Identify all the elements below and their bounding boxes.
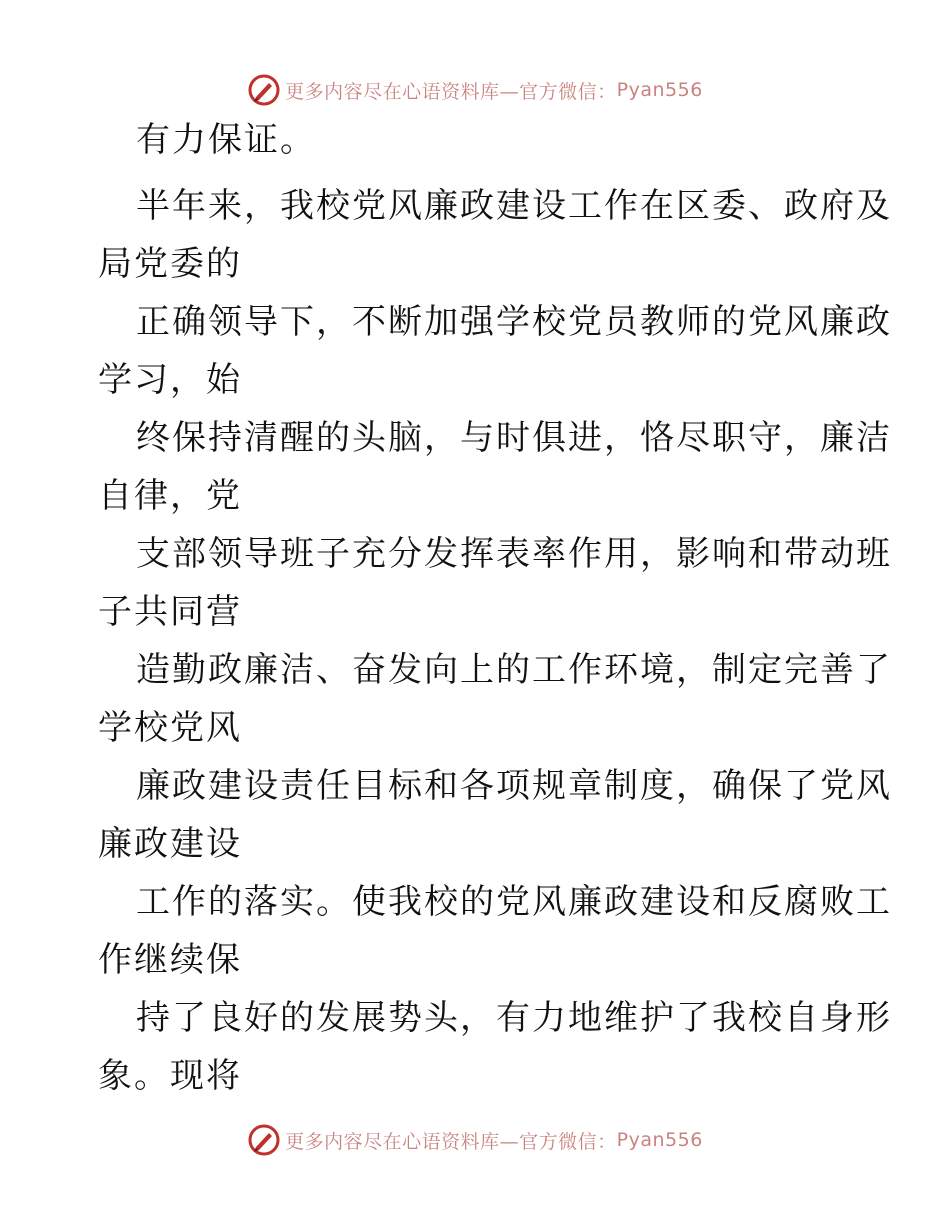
red-pen-circle-icon [247,73,281,107]
footer-banner [0,1120,950,1160]
text-line: 持了良好的发展势头，有力地维护了我校自身形 [136,998,892,1038]
header-promo-text: 更多内容尽在心语资料库—官方微信： [285,80,617,103]
text-line: 半年来，我校党风廉政建设工作在区委、政府及 [136,186,892,226]
text-line: 象。现将 [98,1056,242,1096]
text-line: 廉政建设责任目标和各项规章制度，确保了党风 [136,766,892,806]
text-line: 支部领导班子充分发挥表率作用，影响和带动班 [136,534,892,574]
header-banner [0,70,950,110]
text-line: 作继续保 [98,940,242,980]
footer-wechat-handle: Pyan556 [616,1129,703,1151]
text-line: 造勤政廉洁、奋发向上的工作环境，制定完善了 [136,650,892,690]
text-line: 学校党风 [98,708,242,748]
text-line: 廉政建设 [98,824,242,864]
text-line: 终保持清醒的头脑，与时俱进，恪尽职守，廉洁 [136,418,892,458]
text-line: 子共同营 [98,592,242,632]
text-line: 正确领导下，不断加强学校党员教师的党风廉政 [136,302,892,342]
footer-promo-text: 更多内容尽在心语资料库—官方微信： [285,1130,617,1153]
header-wechat-handle: Pyan556 [616,79,703,101]
text-line: 工作的落实。使我校的党风廉政建设和反腐败工 [136,882,892,922]
text-line: 局党委的 [98,244,242,284]
text-line: 有力保证。 [136,120,316,160]
text-line: 学习，始 [98,360,242,400]
text-line: 自律，党 [98,476,242,516]
red-pen-circle-icon [247,1123,281,1157]
